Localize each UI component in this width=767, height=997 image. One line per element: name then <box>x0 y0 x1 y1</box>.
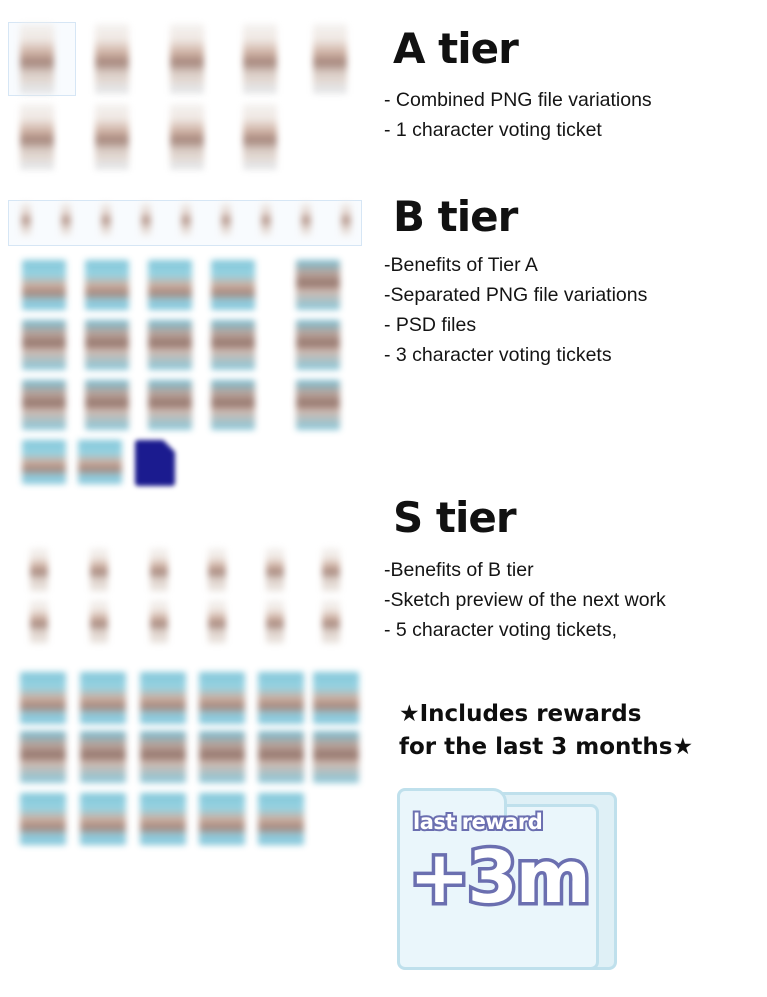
thumbnail <box>341 203 351 236</box>
star-note-line-1: ★Includes rewards <box>399 701 642 727</box>
thumbnail <box>211 380 255 430</box>
thumbnail <box>221 203 231 236</box>
thumbnail <box>22 320 66 370</box>
star-note <box>399 698 693 764</box>
thumbnail <box>90 600 108 644</box>
thumbnail <box>208 548 226 592</box>
tier-s-benefit-2: -Sketch preview of the next work <box>384 589 666 611</box>
thumbnail <box>85 380 129 430</box>
tier-s-benefits <box>384 555 666 645</box>
tier-s-benefit-1: -Benefits of B tier <box>384 559 534 581</box>
star-note-line-2: for the last 3 months★ <box>399 734 694 760</box>
thumbnail <box>150 600 168 644</box>
tier-b-benefit-3: - PSD files <box>384 314 477 336</box>
thumbnail <box>211 320 255 370</box>
thumbnail <box>20 672 66 724</box>
thumbnail <box>148 320 192 370</box>
thumbnail <box>261 203 271 236</box>
thumbnail <box>85 320 129 370</box>
thumbnail <box>95 104 129 170</box>
thumbnail <box>199 672 245 724</box>
thumbnail <box>30 548 48 592</box>
tier-b-benefit-4: - 3 character voting tickets <box>384 344 612 366</box>
thumbnail <box>243 104 277 170</box>
thumbnail <box>22 380 66 430</box>
thumbnail <box>199 793 245 845</box>
thumbnail <box>20 24 54 94</box>
tier-b-title: B tier <box>393 192 518 241</box>
thumbnail <box>22 260 66 310</box>
thumbnail <box>78 440 122 484</box>
thumbnail <box>301 203 311 236</box>
psd-file-icon <box>135 440 175 486</box>
thumbnail <box>199 731 245 783</box>
tier-b-benefit-2: -Separated PNG file variations <box>384 284 648 306</box>
thumbnail <box>296 320 340 370</box>
thumbnail <box>140 731 186 783</box>
folder-big-label: +3m <box>409 835 589 919</box>
last-reward-folder-badge <box>393 782 615 968</box>
thumbnail <box>258 793 304 845</box>
tier-a-title: A tier <box>393 24 518 73</box>
thumbnail <box>322 600 340 644</box>
thumbnail <box>150 548 168 592</box>
thumbnail <box>140 672 186 724</box>
thumbnail <box>313 672 359 724</box>
thumbnail <box>181 203 191 236</box>
thumbnail <box>30 600 48 644</box>
thumbnail <box>20 104 54 170</box>
thumbnail <box>258 731 304 783</box>
thumbnail <box>296 380 340 430</box>
thumbnail <box>95 24 129 94</box>
thumbnail <box>322 548 340 592</box>
thumbnail <box>266 548 284 592</box>
thumbnail <box>313 731 359 783</box>
thumbnail <box>208 600 226 644</box>
thumbnail <box>21 203 31 236</box>
thumbnail <box>90 548 108 592</box>
thumbnail <box>80 672 126 724</box>
thumbnail <box>80 793 126 845</box>
tier-s-title: S tier <box>393 493 516 542</box>
thumbnail <box>296 260 340 310</box>
thumbnail <box>170 24 204 94</box>
thumbnail <box>101 203 111 236</box>
tier-a-benefit-1: - Combined PNG file variations <box>384 89 652 111</box>
thumbnail <box>141 203 151 236</box>
thumbnail <box>148 380 192 430</box>
folder-small-label: last reward <box>413 810 543 834</box>
tier-b-benefit-1: -Benefits of Tier A <box>384 254 538 276</box>
thumbnail <box>170 104 204 170</box>
thumbnail <box>211 260 255 310</box>
thumbnail <box>243 24 277 94</box>
thumbnail <box>22 440 66 484</box>
thumbnail <box>148 260 192 310</box>
thumbnail <box>61 203 71 236</box>
thumbnail <box>266 600 284 644</box>
tier-s-benefit-3: - 5 character voting tickets, <box>384 619 618 641</box>
thumbnail <box>140 793 186 845</box>
tier-a-benefits <box>384 85 652 145</box>
thumbnail <box>85 260 129 310</box>
tier-b-benefits <box>384 250 647 370</box>
thumbnail <box>258 672 304 724</box>
thumbnail <box>20 731 66 783</box>
thumbnail <box>313 24 347 94</box>
thumbnail <box>20 793 66 845</box>
tier-a-benefit-2: - 1 character voting ticket <box>384 119 602 141</box>
thumbnail <box>80 731 126 783</box>
